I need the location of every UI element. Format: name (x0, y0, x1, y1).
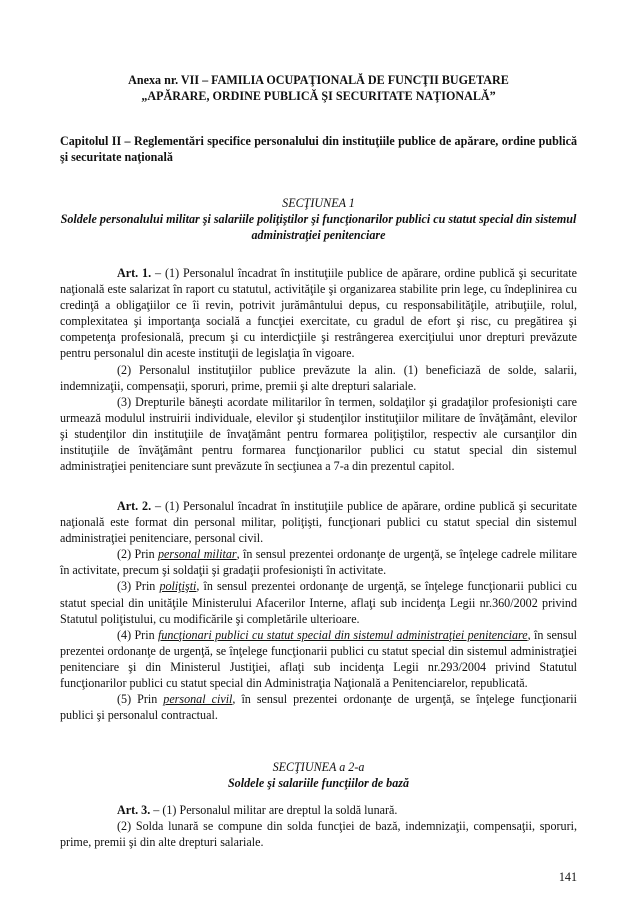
section-1-title: Soldele personalului militar şi salariile poliţiştilor şi funcţionarilor publici cu statut special din sistemul administraţiei penitenciare (60, 212, 577, 243)
annex-title-line1: Anexa nr. VII – FAMILIA OCUPAŢIONALĂ DE FUNCŢII BUGETARE (128, 73, 509, 87)
article-1-paragraph-3: (3) Drepturile băneşti acordate militarilor în termen, soldaţilor şi gradaţilor profesionişti care urmează modulul instruirii individuale, elevilor şi studenţilor instituţiilor militare de învăţământ, elevilor şi studenţilor din instituţiile de învaţământ pentru formarea poliţiştilor, respectiv ale cursanţilor din instituţiile de învăţământ pentru formarea funcţionarilor publici cu statut special din sistemul administraţiei penitenciare sunt prevăzute în secţiunea a 7-a din prezentul capitol. (60, 394, 577, 474)
article-3 (60, 802, 577, 850)
article-2 (60, 498, 577, 723)
chapter-heading (60, 133, 577, 165)
article-2-paragraph-5 (60, 691, 577, 723)
article-3-text-1: – (1) Personalul militar are dreptul la soldă lunară. (150, 803, 398, 817)
page-number: 141 (558, 870, 577, 884)
article-3-paragraph-1 (60, 802, 577, 818)
article-2-paragraph-4 (60, 627, 577, 691)
annex-title-line2: „APĂRARE, ORDINE PUBLICĂ ŞI SECURITATE NAŢIONALĂ” (141, 89, 496, 103)
annex-title (60, 72, 577, 104)
article-2-text-4-pre: (4) Prin (117, 627, 158, 642)
article-2-text-1: – (1) Personalul încadrat în instituţiile publice de apărare, ordine publică şi securitate naţională este format din personal militar, poliţişti, funcţionari publici cu statut special din sistemul administraţiei penitenciare, personal civil. (60, 499, 578, 546)
article-2-text-4-post: , în sensul prezentei ordonanţe de urgenţă, se înţelege funcţionarii publici cu statut special din sistemul administraţiei penitenciare şi din Ministerul Justiţiei, aflaţi sub incidenţa Legii nr.293/2004 privind Statutul funcţionarilor publici cu statut special din Administraţia Naţională a Penitenciarelor, republicată. (60, 627, 577, 691)
term-personal-militar: personal militar (158, 547, 237, 562)
section-1-label: SECŢIUNEA 1 (282, 196, 355, 210)
article-1 (60, 265, 577, 474)
article-1-paragraph-1 (60, 265, 577, 362)
article-2-text-5-post: , în sensul prezentei ordonanţe de urgenţă, se înţelege funcţionarii publici şi personalul contractual. (60, 692, 577, 723)
article-1-paragraph-2: (2) Personalul instituţiilor publice prevăzute la alin. (1) beneficiază de solde, salarii, indemnizaţii, compensaţii, sporuri, prime, premii şi alte drepturi salariale. (60, 362, 577, 393)
article-2-paragraph-3 (60, 578, 577, 626)
article-2-text-3-pre: (3) Prin (117, 579, 160, 594)
section-2-heading (60, 759, 577, 791)
article-3-paragraph-2: (2) Solda lunară se compune din solda funcţiei de bază, indemnizaţii, compensaţii, sporuri, prime, premii şi din alte drepturi salariale. (60, 819, 577, 850)
term-functionari-publici: funcţionari publici cu statut special din sistemul administraţiei penitenciare (157, 627, 528, 642)
term-personal-civil: personal civil (163, 692, 233, 707)
article-1-heading: Art. 1. (117, 266, 152, 280)
section-2-label: SECŢIUNEA a 2-a (272, 760, 365, 774)
article-2-text-5-pre: (5) Prin (117, 692, 164, 707)
article-2-text-3-post: , în sensul prezentei ordonanţe de urgenţă, se înţelege funcţionarii publici cu statut special din unităţile Ministerului Afacerilor Interne, aflaţi sub incidenţa Legii nr.360/2002 privind Statutul poliţistului, cu modificările şi completările ulterioare. (60, 579, 577, 626)
section-1-heading (60, 195, 577, 243)
article-2-paragraph-1 (60, 498, 577, 546)
section-2-title: Soldele şi salariile funcţiilor de bază (227, 776, 410, 791)
article-2-heading: Art. 2. (117, 499, 152, 513)
article-2-text-2-pre: (2) Prin (117, 547, 158, 562)
article-2-text-2-post: , în sensul prezentei ordonanţe de urgenţă, se înţelege cadrele militare în activitate, precum şi soldaţii şi gradaţii profesionişti în activitate. (60, 547, 577, 578)
term-politisti: poliţişti (159, 579, 197, 594)
article-3-heading: Art. 3. (117, 803, 151, 817)
article-2-paragraph-2 (60, 546, 577, 578)
chapter-title: Capitolul II – Reglementări specifice personalului din instituţiile publice de apărare, ordine publică şi securitate naţională (60, 134, 577, 165)
article-1-text-1: – (1) Personalul încadrat în instituţiile publice de apărare, ordine publică şi securitate naţională este salarizat în raport cu statutul, activităţile şi organizarea stabilite prin lege, cu îndeplinirea cu credinţă a obligaţiilor ce îi revin, potrivit jurământului depus, cu responsabilităţile, atribuţiile, rolul, complexitatea şi importanţa socială a funcţiei exercitate, cu gradul de efort şi risc, cu pregătirea şi competenţa profesională, precum şi cu interdicţiile şi restrângerea exerciţiului unor drepturi prevăzute pentru personalul din aceste instituţii de legislaţia în vigoare. (60, 266, 578, 361)
